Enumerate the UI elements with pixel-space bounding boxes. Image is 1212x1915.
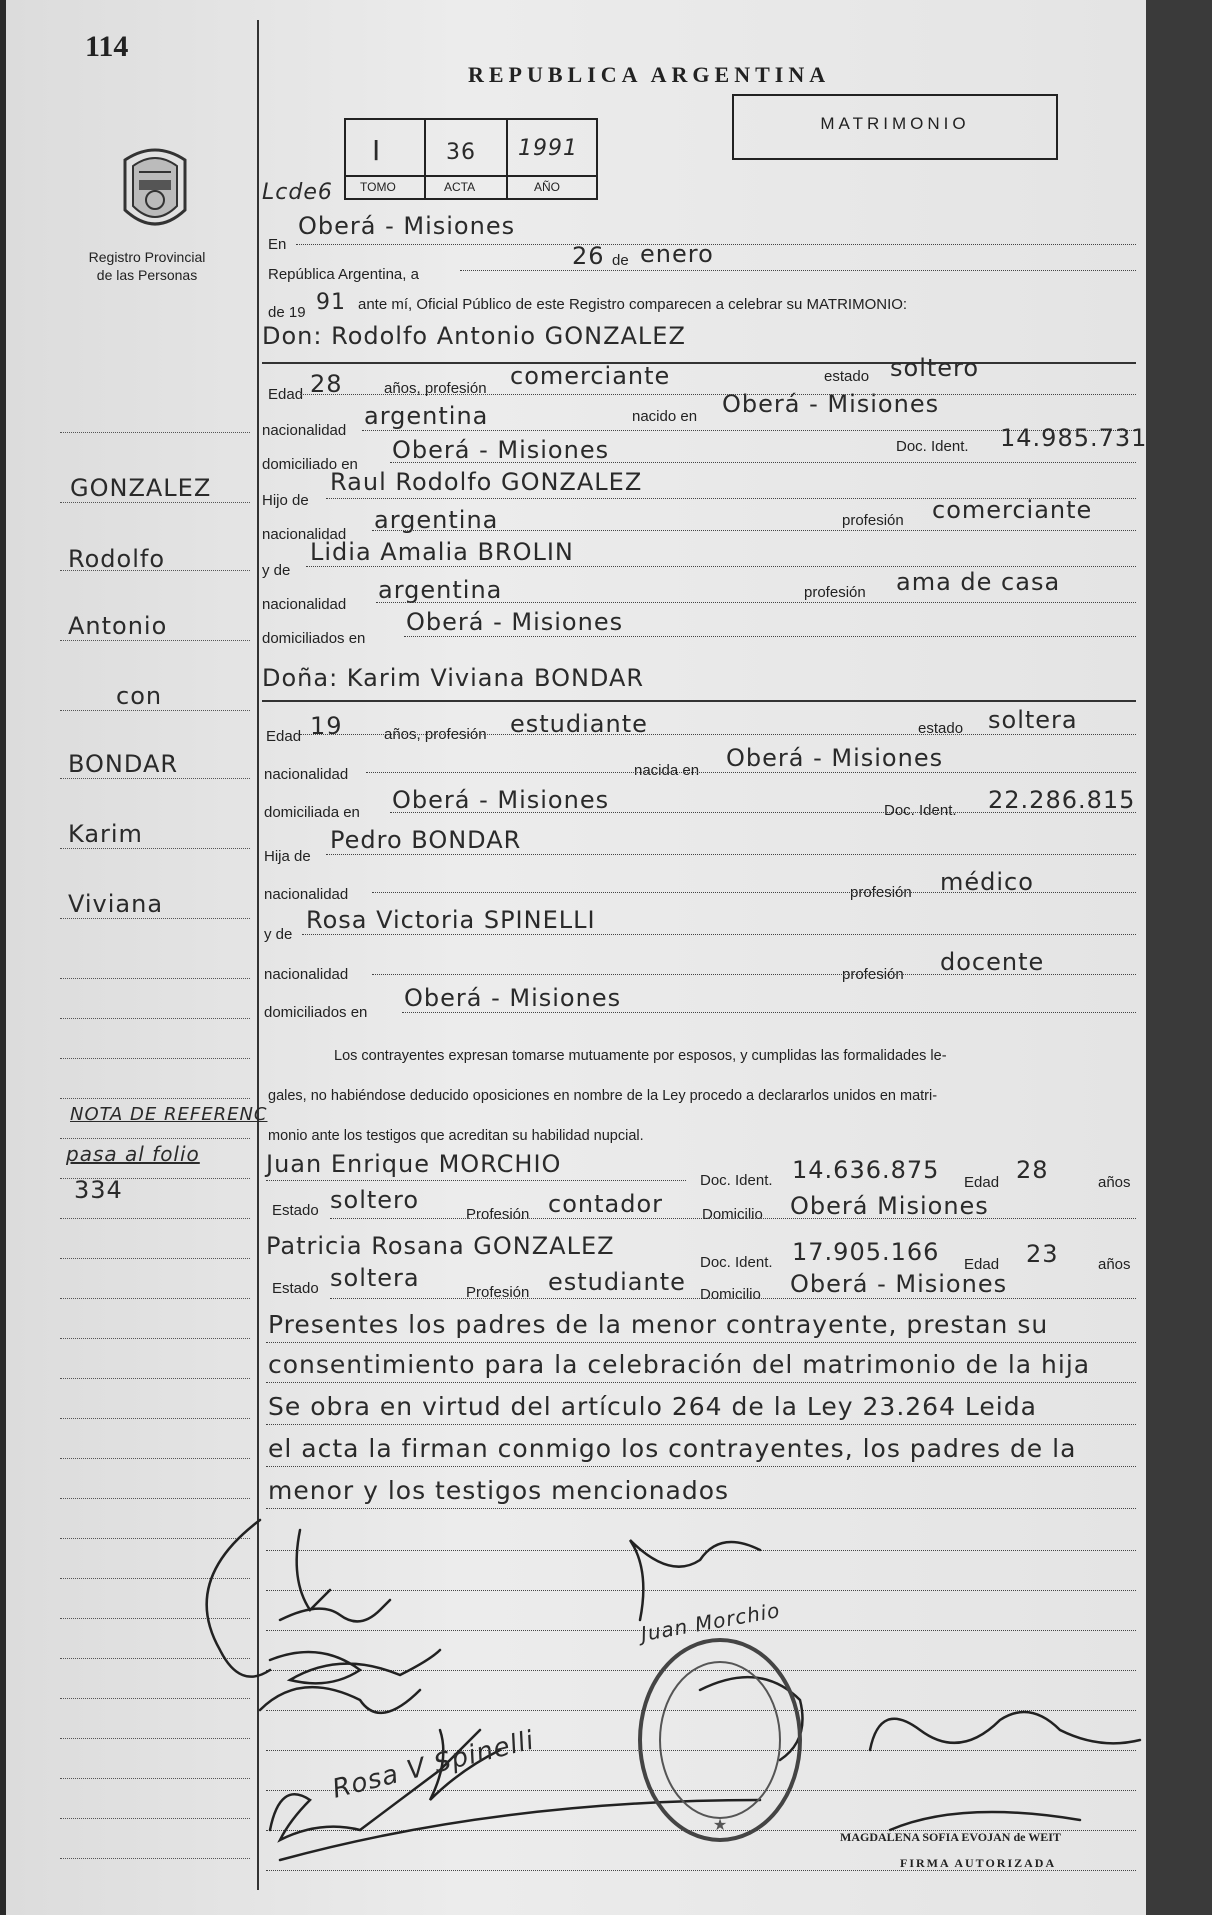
witness2-edad-label: Edad <box>964 1256 1000 1273</box>
witness2-profesion-label: Profesión <box>466 1284 530 1301</box>
svg-text:★: ★ <box>712 1815 728 1834</box>
side-note: Lcde6 <box>262 180 333 205</box>
nacionalidad-label-2: nacionalidad <box>262 526 347 543</box>
nacionalidad-label-6: nacionalidad <box>264 966 349 983</box>
domiciliado-label: domiciliado en <box>262 456 358 473</box>
declaration-line-2: gales, no habiéndose deducido oposiciones en nombre de la Ley procedo a declararlos unidos en matri- <box>268 1088 938 1104</box>
signature-mother: Rosa V Spinelli <box>329 1725 538 1805</box>
republica-label: República Argentina, a <box>268 266 419 283</box>
hija-label: Hija de <box>264 848 311 865</box>
groom-mother: Lidia Amalia BROLIN <box>310 538 574 566</box>
margin-name-rodolfo: Rodolfo <box>68 545 165 573</box>
tomo-label: TOMO <box>360 180 396 194</box>
estado-label-2: estado <box>918 720 964 737</box>
official-seal-icon <box>640 1640 800 1840</box>
official-title: FIRMA AUTORIZADA <box>900 1856 1057 1870</box>
groom-estado: soltero <box>890 354 980 382</box>
groom-mother-nationality: argentina <box>378 576 503 604</box>
country-title: REPUBLICA ARGENTINA <box>468 62 831 87</box>
witness1-profession: contador <box>548 1190 663 1218</box>
nacionalidad-label-3: nacionalidad <box>262 596 347 613</box>
groom-nationality: argentina <box>364 402 489 430</box>
witness2-profession: estudiante <box>548 1268 686 1296</box>
margin-surname-bride: BONDAR <box>68 750 179 778</box>
observation-line-5: menor y los testigos mencionados <box>268 1476 730 1505</box>
witness2-domicile: Oberá - Misiones <box>790 1270 1008 1298</box>
yde-label: y de <box>262 562 291 579</box>
bride-doc: 22.286.815 <box>988 786 1136 814</box>
groom-domicile: Oberá - Misiones <box>392 436 610 464</box>
domiciliada-label: domiciliada en <box>264 804 360 821</box>
hijo-label: Hijo de <box>262 492 309 509</box>
witness1-profesion-label: Profesión <box>466 1206 530 1223</box>
observation-line-2: consentimiento para la celebración del matrimonio de la hija <box>268 1350 1091 1379</box>
witness2-doc: 17.905.166 <box>792 1238 940 1266</box>
groom-doc: 14.985.731 <box>1000 424 1148 452</box>
doc-label-2: Doc. Ident. <box>884 802 957 819</box>
margin-pasa-folio: pasa al folio <box>66 1142 200 1166</box>
profesion-label: profesión <box>842 512 904 529</box>
anos-profesion-label-2: años, profesión <box>384 726 487 743</box>
bride-father: Pedro BONDAR <box>330 826 522 854</box>
bride-birthplace: Oberá - Misiones <box>726 744 944 772</box>
official-name: MAGDALENA SOFIA EVOJAN de WEIT <box>840 1830 1061 1844</box>
bride-mother-profession: docente <box>940 948 1045 976</box>
observation-line-1: Presentes los padres de la menor contrayente, prestan su <box>268 1310 1049 1339</box>
groom-birthplace: Oberá - Misiones <box>722 390 940 418</box>
groom-profession: comerciante <box>510 362 671 390</box>
witness2-name: Patricia Rosana GONZALEZ <box>266 1232 615 1260</box>
margin-name-viviana: Viviana <box>68 890 164 918</box>
groom-father-profession: comerciante <box>932 496 1093 524</box>
bride-estado: soltera <box>988 706 1078 734</box>
profesion-label-4: profesión <box>842 966 904 983</box>
bride-father-profession: médico <box>940 868 1034 896</box>
province-emblem-icon <box>115 140 195 240</box>
bride-profession: estudiante <box>510 710 648 738</box>
profesion-label-2: profesión <box>804 584 866 601</box>
witness1-estado: soltero <box>330 1186 420 1214</box>
groom-father-nationality: argentina <box>374 506 499 534</box>
doc-label: Doc. Ident. <box>896 438 969 455</box>
witness1-anos-label: años <box>1098 1174 1131 1191</box>
witness2-anos-label: años <box>1098 1256 1131 1273</box>
year-suffix: 91 <box>316 290 346 315</box>
margin-nota-referencia: NOTA DE REFERENC <box>70 1104 268 1125</box>
declaration-line-3: monio ante los testigos que acreditan su habilidad nupcial. <box>268 1128 644 1144</box>
acta-value: 36 <box>446 140 476 165</box>
nacido-label: nacido en <box>632 408 698 425</box>
bride-domicile: Oberá - Misiones <box>392 786 610 814</box>
witness1-estado-label: Estado <box>272 1202 319 1219</box>
witness1-name: Juan Enrique MORCHIO <box>266 1150 562 1178</box>
registry-name-line2: de las Personas <box>96 267 198 283</box>
witness2-age: 23 <box>1026 1240 1059 1268</box>
edad-label: Edad <box>268 386 304 403</box>
observation-line-4: el acta la firman conmigo los contrayentes, los padres de la <box>268 1434 1077 1463</box>
signature-witness: Juan Morchio <box>638 1597 783 1647</box>
margin-name-karim: Karim <box>68 820 143 848</box>
groom-age: 28 <box>310 370 343 398</box>
margin-folio-number: 334 <box>74 1176 123 1204</box>
year-prefix: de 19 <box>268 304 306 321</box>
acta-label: ACTA <box>444 180 476 194</box>
registry-name-line1: Registro Provincial <box>88 249 206 265</box>
bride-age: 19 <box>310 712 343 740</box>
margin-surname-groom: GONZALEZ <box>70 474 212 502</box>
en-value: Oberá - Misiones <box>298 212 516 240</box>
bride-parents-domicile: Oberá - Misiones <box>404 984 622 1012</box>
domiciliados-label: domiciliados en <box>262 630 366 647</box>
month-value: enero <box>640 240 714 268</box>
record-type-box <box>732 94 1058 160</box>
en-label: En <box>268 236 287 253</box>
witness2-domicilio-label: Domicilio <box>700 1286 761 1303</box>
domiciliados-label-2: domiciliados en <box>264 1004 368 1021</box>
bride-name: Doña: Karim Viviana BONDAR <box>262 664 645 692</box>
witness1-doc-label: Doc. Ident. <box>700 1172 773 1189</box>
witness2-estado: soltera <box>330 1264 420 1292</box>
declaration-line-1: Los contrayentes expresan tomarse mutuamente por esposos, y cumplidas las formalidades le- <box>334 1048 947 1064</box>
record-type: MATRIMONIO <box>820 114 970 133</box>
witness1-doc: 14.636.875 <box>792 1156 940 1184</box>
witness1-domicilio-label: Domicilio <box>702 1206 763 1223</box>
nacionalidad-label-4: nacionalidad <box>264 766 349 783</box>
nacida-label: nacida en <box>634 762 700 779</box>
witness2-estado-label: Estado <box>272 1280 319 1297</box>
margin-con: con <box>116 682 163 710</box>
day-value: 26 <box>572 242 605 270</box>
anos-profesion-label: años, profesión <box>384 380 487 397</box>
bride-mother: Rosa Victoria SPINELLI <box>306 906 596 934</box>
page-number: 114 <box>85 30 129 63</box>
tomo-value: I <box>372 134 382 167</box>
profesion-label-3: profesión <box>850 884 912 901</box>
observation-line-3: Se obra en virtud del artículo 264 de la Ley 23.264 Leida <box>268 1392 1037 1421</box>
de-label: de <box>612 252 629 269</box>
groom-father: Raul Rodolfo GONZALEZ <box>330 468 643 496</box>
witness1-edad-label: Edad <box>964 1174 1000 1191</box>
margin-name-antonio: Antonio <box>68 612 168 640</box>
yde-label-2: y de <box>264 926 293 943</box>
anio-value: 1991 <box>518 136 578 161</box>
witness2-doc-label: Doc. Ident. <box>700 1254 773 1271</box>
nacionalidad-label-5: nacionalidad <box>264 886 349 903</box>
groom-mother-profession: ama de casa <box>896 568 1061 596</box>
edad-label-2: Edad <box>266 728 302 745</box>
registry-name <box>72 248 222 284</box>
nacionalidad-label: nacionalidad <box>262 422 347 439</box>
witness1-domicile: Oberá Misiones <box>790 1192 989 1220</box>
groom-parents-domicile: Oberá - Misiones <box>406 608 624 636</box>
estado-label: estado <box>824 368 870 385</box>
tomo-acta-box <box>344 118 598 200</box>
anio-label: AÑO <box>534 180 561 194</box>
intro-text: ante mí, Oficial Público de este Registro comparecen a celebrar su MATRIMONIO: <box>358 296 908 313</box>
witness1-age: 28 <box>1016 1156 1049 1184</box>
groom-name: Don: Rodolfo Antonio GONZALEZ <box>262 322 686 350</box>
